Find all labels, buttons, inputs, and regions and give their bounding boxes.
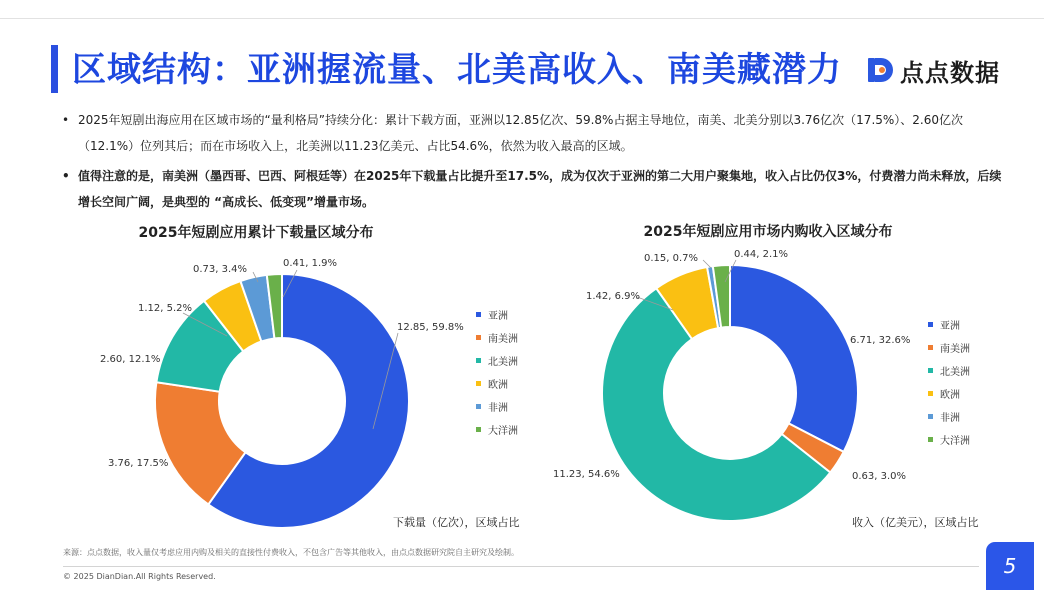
- legend-label: 大洋洲: [488, 426, 518, 437]
- legend-item: [928, 359, 970, 382]
- legend-swatch: [928, 368, 933, 373]
- legend-swatch: [476, 335, 481, 340]
- chart-title-downloads: 2025年短剧应用累计下载量区域分布: [138, 225, 374, 241]
- legend-swatch: [928, 414, 933, 419]
- legend-item: [476, 303, 518, 326]
- data-label-0-4: 0.73, 3.4%: [193, 264, 248, 275]
- legend-swatch: [476, 381, 481, 386]
- legend-label: 北美洲: [488, 357, 518, 368]
- legend-label: 南美洲: [940, 344, 970, 355]
- legend-item: [928, 428, 970, 451]
- legend-swatch: [476, 427, 481, 432]
- legend-revenue: [928, 313, 970, 451]
- unit-note-downloads: 下载量（亿次），区域占比: [393, 516, 520, 529]
- legend-item: [928, 382, 970, 405]
- footer-divider: [63, 566, 979, 567]
- legend-label: 南美洲: [488, 334, 518, 345]
- source-note: 来源：点点数据，收入量仅考虑应用内购及相关的直接性付费收入，不包含广告等其他收入，由点点数据研究院自主研究及绘制。: [63, 548, 519, 557]
- legend-swatch: [928, 391, 933, 396]
- legend-swatch: [928, 437, 933, 442]
- donut-slice-1-0: [730, 265, 858, 452]
- bullet-text: 2025年短剧出海应用在区域市场的“量利格局”持续分化：累计下载方面，亚洲以12.85亿次、59.8%占据主导地位，南美、北美分别以3.76亿次（17.5%）、2.60亿次（12.1%）位列其后；而在市场收入上，北美洲以11.23亿美元、占比54.6%，依然为收入最高的区域。: [78, 113, 964, 153]
- legend-label: 非洲: [940, 413, 960, 424]
- data-label-1-2: 11.23, 54.6%: [553, 469, 620, 480]
- data-label-1-0: 6.71, 32.6%: [850, 335, 911, 346]
- legend-item: [928, 336, 970, 359]
- legend-label: 非洲: [488, 403, 508, 414]
- legend-item: [928, 405, 970, 428]
- legend-item: [476, 418, 518, 441]
- data-label-1-5: 0.44, 2.1%: [734, 249, 789, 260]
- legend-item: [928, 313, 970, 336]
- legend-item: [476, 395, 518, 418]
- page-title: 区域结构：亚洲握流量、北美高收入、南美藏潜力: [72, 50, 842, 90]
- logo-text: 点点数据: [900, 58, 1000, 87]
- legend-swatch: [476, 312, 481, 317]
- data-label-0-3: 1.12, 5.2%: [138, 303, 193, 314]
- legend-downloads: [476, 303, 518, 441]
- legend-label: 北美洲: [940, 367, 970, 378]
- legend-label: 欧洲: [940, 390, 960, 401]
- legend-swatch: [476, 358, 481, 363]
- legend-item: [476, 349, 518, 372]
- data-label-0-2: 2.60, 12.1%: [100, 354, 161, 365]
- legend-label: 大洋洲: [940, 436, 970, 447]
- data-label-1-4: 0.15, 0.7%: [644, 253, 699, 264]
- data-label-0-1: 3.76, 17.5%: [108, 458, 169, 469]
- unit-note-revenue: 收入（亿美元），区域占比: [852, 516, 979, 529]
- legend-swatch: [928, 322, 933, 327]
- data-label-0-0: 12.85, 59.8%: [397, 322, 464, 333]
- data-label-1-1: 0.63, 3.0%: [852, 471, 907, 482]
- legend-item: [476, 372, 518, 395]
- chart-title-revenue: 2025年短剧应用市场内购收入区域分布: [643, 224, 893, 240]
- legend-label: 欧洲: [488, 380, 508, 391]
- legend-swatch: [476, 404, 481, 409]
- bullet-marker: •: [62, 113, 70, 127]
- legend-label: 亚洲: [488, 311, 508, 322]
- data-label-0-5: 0.41, 1.9%: [283, 258, 338, 269]
- legend-item: [476, 326, 518, 349]
- legend-label: 亚洲: [940, 321, 960, 332]
- copyright: © 2025 DianDian.All Rights Reserved.: [63, 572, 216, 581]
- data-label-1-3: 1.42, 6.9%: [586, 291, 641, 302]
- bullet-marker: •: [62, 169, 70, 183]
- legend-swatch: [928, 345, 933, 350]
- page-number: 5: [986, 542, 1034, 590]
- bullet-text: 值得注意的是，南美洲（墨西哥、巴西、阿根廷等）在2025年下载量占比提升至17.5%，成为仅次于亚洲的第二大用户聚集地，收入占比仍仅3%，付费潜力尚未释放，后续增长空间广阔，是典型的 “高成长、低变现”增量市场。: [78, 169, 1002, 209]
